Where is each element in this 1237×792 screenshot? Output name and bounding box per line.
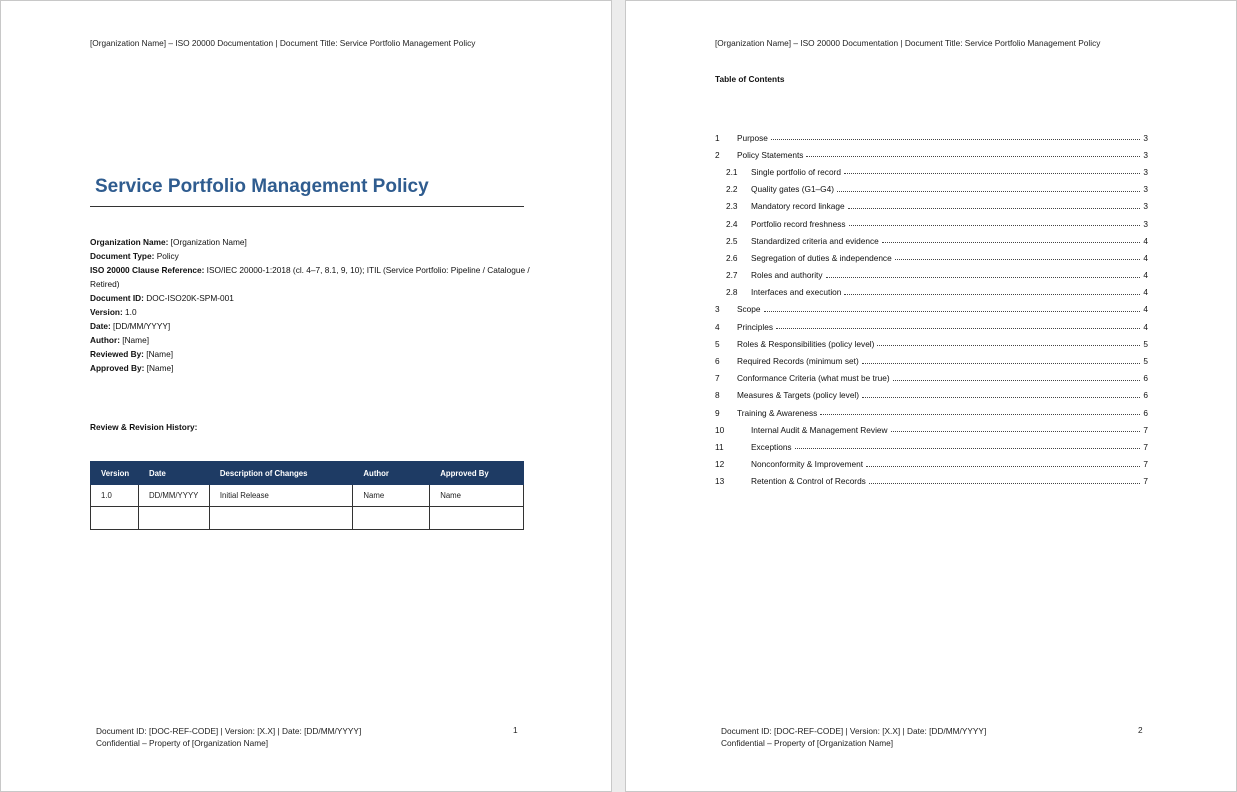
toc-entry-number: 8: [715, 390, 720, 401]
toc-entry-page: 3: [1143, 132, 1148, 143]
metadata-label: Approved By:: [90, 363, 145, 373]
toc-entry-title[interactable]: Standardized criteria and evidence: [751, 235, 879, 246]
column-header-approved-by: Approved By: [430, 462, 524, 485]
toc-dot-leader: [891, 431, 1141, 432]
toc-dot-leader: [776, 328, 1140, 329]
toc-entry-title[interactable]: Single portfolio of record: [751, 166, 841, 177]
metadata-value: [DD/MM/YYYY]: [110, 321, 171, 331]
toc-dot-leader: [895, 259, 1141, 260]
metadata-value: [Name]: [119, 335, 150, 345]
toc-entry[interactable]: [715, 284, 1148, 301]
toc-entry-page: 4: [1143, 235, 1148, 246]
toc-entry-number: 2.6: [726, 252, 738, 263]
table-cell: Name: [353, 485, 430, 507]
metadata-label: Version:: [90, 307, 123, 317]
toc-entry-number: 12: [715, 459, 725, 470]
metadata-row: [90, 235, 530, 249]
toc-entry-page: 7: [1143, 476, 1148, 487]
footer-line-2: Confidential – Property of [Organization Name]: [96, 738, 269, 748]
toc-dot-leader: [882, 242, 1141, 243]
table-cell: DD/MM/YYYY: [138, 485, 209, 507]
page-header: [Organization Name] – ISO 20000 Documentation | Document Title: Service Portfolio Management Policy: [715, 38, 1101, 48]
toc-entry-number: 2.1: [726, 166, 738, 177]
toc-entry-title[interactable]: Conformance Criteria (what must be true): [737, 373, 890, 384]
toc-entry-page: 3: [1143, 184, 1148, 195]
toc-entry-title[interactable]: Portfolio record freshness: [751, 218, 846, 229]
table-header-row: [91, 462, 524, 485]
metadata-value: 1.0: [122, 307, 137, 317]
footer-line-1: Document ID: [DOC-REF-CODE] | Version: [X.X] | Date: [DD/MM/YYYY]: [721, 726, 987, 736]
column-header-date: Date: [138, 462, 209, 485]
toc-entry-title[interactable]: Measures & Targets (policy level): [737, 390, 860, 401]
metadata-value: [Name]: [144, 363, 174, 373]
toc-dot-leader: [837, 191, 1140, 192]
metadata-label: Document ID:: [90, 293, 144, 303]
metadata-row: [90, 347, 530, 361]
toc-entry[interactable]: [715, 249, 1148, 266]
table-cell: 1.0: [91, 485, 139, 507]
toc-entry-page: 6: [1143, 373, 1148, 384]
toc-entry-title[interactable]: Retention & Control of Records: [751, 476, 866, 487]
toc-entry-page: 7: [1143, 441, 1148, 452]
revision-history-table: [90, 461, 524, 530]
toc-dot-leader: [869, 483, 1141, 484]
toc-entry[interactable]: [715, 215, 1148, 232]
page-number: 1: [513, 725, 518, 735]
toc-entry-title[interactable]: Roles & Responsibilities (policy level): [737, 338, 875, 349]
page-number: 2: [1138, 725, 1143, 735]
footer-line-1: Document ID: [DOC-REF-CODE] | Version: [X.X] | Date: [DD/MM/YYYY]: [96, 726, 362, 736]
toc-entry[interactable]: [715, 404, 1148, 421]
toc-dot-leader: [844, 294, 1140, 295]
toc-entry[interactable]: [715, 421, 1148, 438]
toc-entry-title[interactable]: Principles: [737, 321, 773, 332]
toc-entry-number: 2.4: [726, 218, 738, 229]
toc-dot-leader: [862, 397, 1140, 398]
footer-line-2: Confidential – Property of [Organization Name]: [721, 738, 894, 748]
column-header-description: Description of Changes: [209, 462, 353, 485]
toc-entry-number: 11: [715, 441, 724, 452]
page-header: [Organization Name] – ISO 20000 Documentation | Document Title: Service Portfolio Management Policy: [90, 38, 476, 48]
toc-entry-number: 9: [715, 407, 720, 418]
toc-entry-number: 2.5: [726, 235, 738, 246]
metadata-row: [90, 305, 530, 319]
metadata-label: Organization Name:: [90, 237, 169, 247]
toc-entry-title[interactable]: Scope: [737, 304, 761, 315]
toc-entry-page: 6: [1143, 407, 1148, 418]
toc-entry-page: 4: [1143, 304, 1148, 315]
title-divider: [90, 206, 524, 207]
toc-entry[interactable]: [715, 370, 1148, 387]
metadata-label: Author:: [90, 335, 120, 345]
page-footer: [721, 725, 986, 749]
toc-dot-leader: [877, 345, 1140, 346]
toc-dot-leader: [893, 380, 1141, 381]
toc-dot-leader: [771, 139, 1140, 140]
metadata-row: [90, 319, 530, 333]
toc-entry-page: 3: [1143, 166, 1148, 177]
toc-entry-number: 7: [715, 373, 720, 384]
table-cell: [138, 507, 209, 530]
toc-entry-title[interactable]: Interfaces and execution: [751, 287, 842, 298]
page-footer: [96, 725, 361, 749]
toc-entry-number: 6: [715, 356, 720, 367]
document-page-2: [625, 0, 1237, 792]
table-cell: Name: [430, 485, 524, 507]
toc-entry-page: 7: [1143, 424, 1148, 435]
toc-entry-page: 4: [1143, 287, 1148, 298]
metadata-row: [90, 361, 530, 375]
toc-entry-page: 4: [1143, 270, 1148, 281]
metadata-row: [90, 333, 530, 347]
toc-entry-title[interactable]: Quality gates (G1–G4): [751, 184, 835, 195]
toc-entry-page: 6: [1143, 390, 1148, 401]
toc-entry-title[interactable]: Roles and authority: [751, 270, 823, 281]
toc-entry-page: 3: [1143, 201, 1148, 212]
toc-title: Table of Contents: [715, 74, 785, 84]
table-cell: Initial Release: [209, 485, 353, 507]
toc-entry-number: 2.8: [726, 287, 738, 298]
toc-entry[interactable]: [715, 456, 1148, 473]
toc-entry-title[interactable]: Training & Awareness: [737, 407, 818, 418]
toc-entry[interactable]: [715, 318, 1148, 335]
toc-entry[interactable]: [715, 163, 1148, 180]
toc-dot-leader: [844, 173, 1140, 174]
toc-entry[interactable]: [715, 438, 1148, 455]
toc-dot-leader: [866, 466, 1140, 467]
table-cell: [430, 507, 524, 530]
table-row: [91, 507, 524, 530]
document-metadata: [90, 235, 530, 375]
column-header-author: Author: [353, 462, 430, 485]
table-cell: [353, 507, 430, 530]
toc-entry-number: 1: [715, 132, 720, 143]
toc-entry-number: 2.3: [726, 201, 738, 212]
column-header-version: Version: [91, 462, 139, 485]
toc-entry-title[interactable]: Required Records (minimum set): [737, 356, 859, 367]
toc-dot-leader: [862, 363, 1141, 364]
toc-dot-leader: [826, 277, 1141, 278]
metadata-row: [90, 263, 530, 291]
toc-entry[interactable]: [715, 352, 1148, 369]
toc-entry-number: 10: [715, 424, 725, 435]
revision-history-heading: Review & Revision History:: [90, 422, 198, 432]
document-page-1: [0, 0, 612, 792]
toc-dot-leader: [795, 448, 1141, 449]
metadata-label: ISO 20000 Clause Reference:: [90, 265, 205, 275]
toc-entry-title[interactable]: Internal Audit & Management Review: [751, 424, 888, 435]
metadata-label: Document Type:: [90, 251, 155, 261]
toc-entry-title[interactable]: Exceptions: [751, 441, 792, 452]
toc-dot-leader: [848, 208, 1141, 209]
table-cell: [91, 507, 139, 530]
toc-dot-leader: [764, 311, 1141, 312]
metadata-row: [90, 249, 530, 263]
toc-dot-leader: [849, 225, 1141, 226]
toc-dot-leader: [806, 156, 1140, 157]
toc-entry[interactable]: [715, 198, 1148, 215]
table-of-contents: [715, 129, 1148, 490]
toc-entry[interactable]: [715, 232, 1148, 249]
toc-entry-number: 5: [715, 338, 720, 349]
toc-dot-leader: [820, 414, 1140, 415]
toc-entry-title[interactable]: Nonconformity & Improvement: [751, 459, 864, 470]
metadata-value: DOC-ISO20K-SPM-001: [143, 293, 234, 303]
metadata-value: [Organization Name]: [168, 237, 247, 247]
metadata-value: [Name]: [143, 349, 174, 359]
toc-entry-page: 5: [1143, 356, 1148, 367]
toc-entry-title[interactable]: Segregation of duties & independence: [751, 252, 892, 263]
toc-entry[interactable]: [715, 335, 1148, 352]
toc-entry[interactable]: [715, 387, 1148, 404]
toc-entry[interactable]: [715, 129, 1148, 146]
toc-entry[interactable]: [715, 146, 1148, 163]
table-row: [91, 485, 524, 507]
toc-entry-page: 3: [1143, 149, 1148, 160]
toc-entry-page: 5: [1143, 338, 1148, 349]
toc-entry[interactable]: [715, 267, 1148, 284]
metadata-value: Policy: [154, 251, 179, 261]
toc-entry-title[interactable]: Policy Statements: [737, 149, 804, 160]
table-cell: [209, 507, 353, 530]
toc-entry-title[interactable]: Purpose: [737, 132, 768, 143]
metadata-label: Reviewed By:: [90, 349, 144, 359]
toc-entry-number: 2.7: [726, 270, 738, 281]
toc-entry-page: 3: [1143, 218, 1148, 229]
toc-entry-number: 4: [715, 321, 720, 332]
metadata-label: Date:: [90, 321, 111, 331]
metadata-value: ISO/IEC 20000-1:2018 (cl. 4–7, 8.1, 9, 10); ITIL (Service Portfolio: Pipeline / Catalogue / Retired): [90, 265, 530, 289]
toc-entry[interactable]: [715, 181, 1148, 198]
toc-entry[interactable]: [715, 473, 1148, 490]
toc-entry-page: 7: [1143, 459, 1148, 470]
toc-entry-page: 4: [1143, 321, 1148, 332]
toc-entry-number: 3: [715, 304, 720, 315]
toc-entry[interactable]: [715, 301, 1148, 318]
metadata-row: [90, 291, 530, 305]
toc-entry-title[interactable]: Mandatory record linkage: [751, 201, 845, 212]
document-title: Service Portfolio Management Policy: [95, 176, 429, 197]
toc-entry-page: 4: [1143, 252, 1148, 263]
toc-entry-number: 13: [715, 476, 725, 487]
toc-entry-number: 2: [715, 149, 720, 160]
toc-entry-number: 2.2: [726, 184, 738, 195]
